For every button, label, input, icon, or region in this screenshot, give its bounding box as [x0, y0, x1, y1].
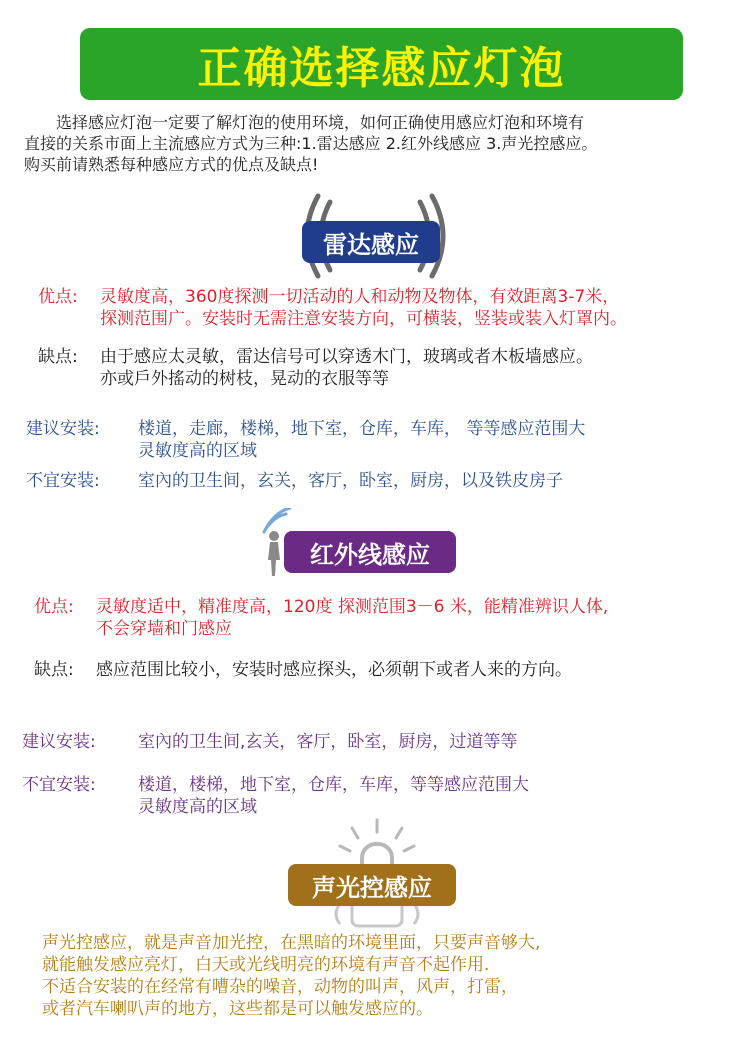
radar-pros	[38, 286, 738, 332]
pros-label: 优点:	[38, 287, 78, 307]
sound-light-paragraph	[42, 932, 742, 1020]
intro-line: 购买前请熟悉每种感应方式的优点及缺点!	[24, 155, 319, 174]
radar-heading	[302, 221, 440, 263]
intro-line: 选择感应灯泡一定要了解灯泡的使用环境，如何正确使用感应灯泡和环境有	[56, 113, 585, 132]
radar-heading-label: 雷达感应	[323, 230, 419, 259]
recommend-label: 建议安装:	[26, 419, 100, 439]
radar-cons	[38, 346, 738, 392]
cons-line: 由于感应太灵敏，雷达信号可以穿透木门，玻璃或者木板墙感应。	[100, 347, 593, 367]
infrared-avoid	[22, 774, 736, 820]
avoid-line: 灵敏度高的区域	[138, 797, 257, 817]
pros-line: 灵敏度适中，精准度高，120度 探测范围3－6 米，能精准辨识人体,	[96, 597, 609, 617]
title-banner	[80, 28, 683, 100]
sound-light-line: 或者汽车喇叭声的地方，这些都是可以触发感应的。	[42, 999, 433, 1019]
infrared-recommend	[22, 731, 736, 755]
intro-paragraph	[24, 112, 730, 175]
cons-label: 缺点:	[38, 347, 78, 367]
cons-label: 缺点:	[34, 660, 74, 680]
cons-line: 感应范围比较小，安装时感应探头，必须朝下或者人来的方向。	[96, 660, 572, 680]
sound-light-line: 就能触发感应亮灯，白天或光线明亮的环境有声音不起作用.	[42, 955, 490, 975]
cons-line: 亦或戶外搖动的树枝，晃动的衣服等等	[100, 369, 389, 389]
avoid-label: 不宜安装:	[22, 775, 96, 795]
infrared-heading	[284, 531, 456, 573]
sound-light-heading-label: 声光控感应	[312, 873, 432, 902]
sound-light-line: 不适合安装的在经常有嘈杂的噪音，动物的叫声，风声，打雷，	[42, 977, 518, 997]
page-title: 正确选择感应灯泡	[197, 43, 566, 94]
avoid-line: 楼道，楼梯，地下室，仓库，车库，等等感应范围大	[138, 775, 529, 795]
avoid-label: 不宜安装:	[26, 471, 100, 491]
pros-line: 灵敏度高，360度探测一切活动的人和动物及物体，有效距离3-7米，	[100, 287, 620, 307]
sound-light-line: 声光控感应，就是声音加光控，在黑暗的环境里面，只要声音够大,	[42, 933, 541, 953]
recommend-label: 建议安装:	[22, 732, 96, 752]
radar-recommend	[26, 418, 736, 464]
avoid-line: 室內的卫生间，玄关，客厅，卧室，厨房，以及铁皮房子	[138, 471, 563, 491]
pros-line: 不会穿墙和门感应	[96, 619, 232, 639]
pros-line: 探测范围广。安装时无需注意安装方向，可横装，竖装或装入灯罩内。	[100, 309, 627, 329]
recommend-line: 楼道，走廊，楼梯，地下室，仓库，车库， 等等感应范围大	[138, 419, 586, 439]
infrared-pros	[34, 596, 738, 642]
pros-label: 优点:	[34, 597, 74, 617]
radar-avoid	[26, 470, 736, 494]
infrared-cons	[34, 659, 738, 683]
sound-light-heading	[288, 864, 456, 906]
infrared-heading-label: 红外线感应	[310, 540, 430, 569]
recommend-line: 室內的卫生间,玄关，客厅，卧室，厨房，过道等等	[138, 732, 518, 752]
recommend-line: 灵敏度高的区域	[138, 441, 257, 461]
intro-line: 直接的关系市面上主流感应方式为三种:1.雷达感应 2.红外线感应 3.声光控感应。	[24, 134, 598, 153]
